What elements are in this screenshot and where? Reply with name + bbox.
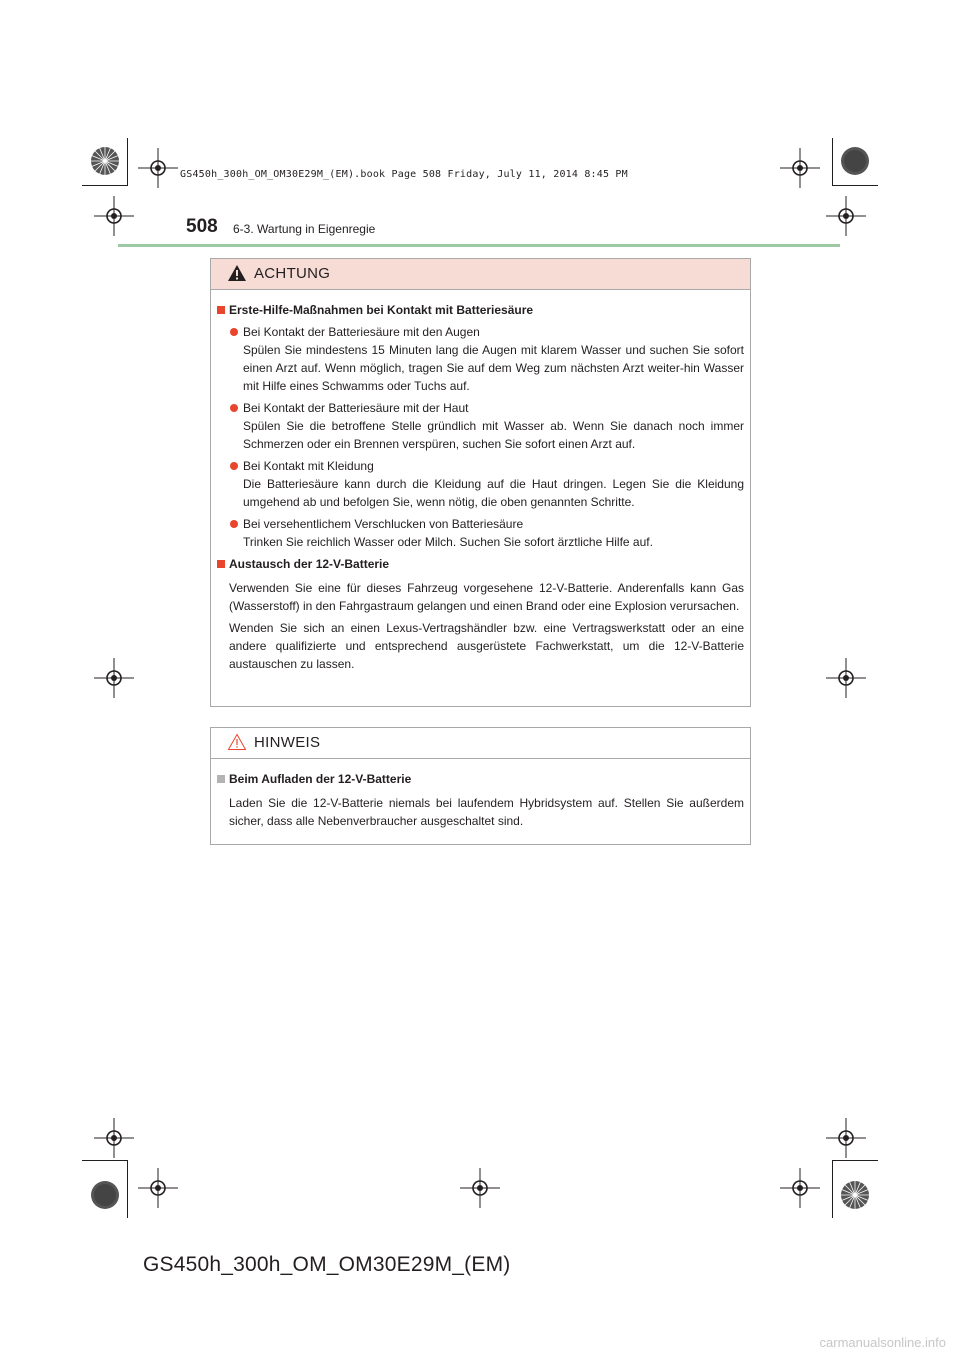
watermark: carmanualsonline.info (819, 1335, 946, 1350)
bullet-body: Spülen Sie die betroffene Stelle gründlich mit Wasser ab. Wenn Sie danach noch immer Schmerzen oder ein Brennen verspüren, suchen Sie sofort einen Arzt auf. (243, 419, 744, 451)
bullet-title: Bei versehentlichem Verschlucken von Batteriesäure (243, 517, 524, 531)
bullet-title: Bei Kontakt mit Kleidung (243, 459, 374, 473)
footer-code: GS450h_300h_OM_OM30E29M_(EM) (143, 1253, 511, 1276)
square-bullet-icon (217, 775, 225, 783)
paragraph: Laden Sie die 12-V-Batterie niemals bei laufendem Hybridsystem auf. Stellen Sie außerdem sicher, dass alle Nebenverbraucher ausgeschaltet sind. (229, 796, 744, 828)
note-triangle-icon (227, 733, 247, 751)
registration-mark-icon (138, 148, 178, 188)
page-number: 508 (186, 216, 218, 237)
bullet-body: Die Batteriesäure kann durch die Kleidung auf die Haut dringen. Legen Sie die Kleidung umgehend ab und befolgen Sie, wenn nötig, die oben genannten Schritte. (243, 477, 744, 509)
registration-mark-icon (138, 1168, 178, 1208)
circle-bullet-icon (230, 520, 238, 528)
circle-bullet-icon (230, 328, 238, 336)
list-item (211, 399, 744, 453)
list-item (211, 323, 744, 395)
section-heading: Beim Aufladen der 12-V-Batterie (211, 770, 744, 788)
radial-target-icon (90, 1180, 120, 1210)
radial-target-icon (840, 146, 870, 176)
circle-bullet-icon (230, 404, 238, 412)
registration-mark-icon (94, 1118, 134, 1158)
circle-bullet-icon (230, 462, 238, 470)
note-header (211, 728, 750, 759)
bullet-title: Bei Kontakt der Batteriesäure mit den Augen (243, 325, 480, 339)
section-title: 6-3. Wartung in Eigenregie (233, 222, 376, 236)
registration-mark-icon (826, 196, 866, 236)
warning-box (210, 258, 751, 707)
registration-mark-icon (94, 658, 134, 698)
registration-mark-icon (94, 196, 134, 236)
section-heading: Erste-Hilfe-Maßnahmen bei Kontakt mit Batteriesäure (211, 301, 744, 319)
warning-header (211, 259, 750, 290)
bullet-body: Trinken Sie reichlich Wasser oder Milch. Suchen Sie sofort ärztliche Hilfe auf. (243, 535, 653, 549)
section-heading: Austausch der 12-V-Batterie (211, 555, 744, 573)
registration-mark-icon (460, 1168, 500, 1208)
registration-mark-icon (826, 658, 866, 698)
note-box (210, 727, 751, 845)
bullet-body: Spülen Sie mindestens 15 Minuten lang die Augen mit klarem Wasser und suchen Sie sofort einen Arzt auf. Wenn möglich, tragen Sie auf dem Weg zum nächsten Arzt weiter-hin Wasser mit Hilfe eines Schwamms oder Tuchs auf. (243, 343, 744, 393)
registration-mark-icon (780, 148, 820, 188)
warning-triangle-icon (227, 264, 247, 282)
header-rule (118, 244, 840, 247)
square-bullet-icon (217, 306, 225, 314)
book-info: GS450h_300h_OM_OM30E29M_(EM).book Page 508 Friday, July 11, 2014 8:45 PM (180, 169, 628, 180)
list-item (211, 515, 744, 551)
paragraph: Wenden Sie sich an einen Lexus-Vertragshändler bzw. eine Vertragswerkstatt oder an eine andere qualifizierte und entsprechend ausgerüstete Fachwerkstatt, um die 12-V-Batterie austauschen zu lassen. (229, 621, 744, 671)
radial-target-icon (840, 1180, 870, 1210)
radial-target-icon (90, 146, 120, 176)
registration-mark-icon (780, 1168, 820, 1208)
registration-mark-icon (826, 1118, 866, 1158)
warning-content (211, 290, 750, 673)
warning-title: ACHTUNG (254, 265, 331, 282)
list-item (211, 457, 744, 511)
note-content (211, 759, 750, 830)
note-title: HINWEIS (254, 734, 321, 751)
bullet-title: Bei Kontakt der Batteriesäure mit der Haut (243, 401, 469, 415)
paragraph: Verwenden Sie eine für dieses Fahrzeug vorgesehene 12-V-Batterie. Anderenfalls kann Gas (Wasserstoff) in den Fahrgastraum gelangen und einen Brand oder eine Explosion verursachen. (229, 581, 744, 613)
square-bullet-icon (217, 560, 225, 568)
